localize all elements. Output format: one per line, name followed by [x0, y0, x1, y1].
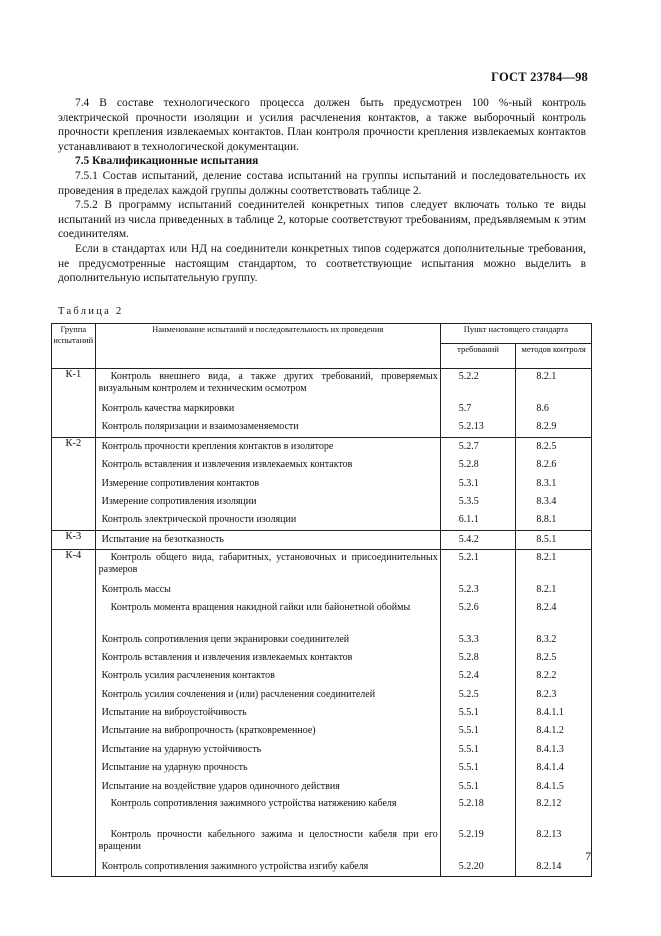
- test-name: Контроль общего вида, габаритных, установочных и присоединительных размеров: [98, 552, 438, 576]
- method-clause: 8.2.13: [536, 829, 562, 841]
- group-label: К-1: [52, 369, 96, 438]
- requirement-clause: 5.5.1: [458, 725, 479, 737]
- test-name: Контроль прочности крепления контактов в изоляторе: [101, 440, 334, 452]
- requirement-clause: 5.5.1: [458, 762, 479, 774]
- paragraph-7-5-1: 7.5.1 Состав испытаний, деление состава испытаний на группы испытаний и последовательность их проведения в пределах каждой группы должны соответствовать таблице 2.: [58, 169, 586, 197]
- method-clause: 8.6: [536, 403, 549, 414]
- header-methods: методов контроля: [516, 344, 592, 369]
- method-clause: 8.3.4: [536, 495, 557, 507]
- test-name: Контроль сопротивления зажимного устройства изгибу кабеля: [101, 861, 369, 873]
- requirement-clause: 5.2.13: [458, 421, 484, 433]
- table-row-group: [52, 530, 592, 549]
- test-name: Контроль внешнего вида, а также других требований, проверяемых визуальным контролем и техническим осмотром: [98, 371, 438, 394]
- requirement-clause: 5.4.2: [458, 533, 479, 545]
- group-label: К-2: [52, 437, 96, 530]
- test-name: Испытание на виброустойчивость: [101, 707, 247, 719]
- method-clause: 8.8.1: [536, 514, 557, 526]
- method-clause: 8.3.1: [536, 477, 557, 489]
- header-clause: Пункт настоящего стандарта: [440, 324, 591, 344]
- test-name: Измерение сопротивления изоляции: [101, 495, 257, 507]
- method-clause: 8.2.1: [536, 584, 557, 596]
- requirement-clause: 6.1.1: [458, 514, 479, 526]
- requirement-clause: 5.2.18: [458, 798, 484, 810]
- test-name: Испытание на безотказность: [101, 533, 224, 545]
- table-row-group: [52, 437, 592, 530]
- test-name: Контроль сопротивления цепи экранировки соединителей: [101, 633, 350, 645]
- requirement-clause: 5.7: [458, 403, 472, 414]
- test-name: Контроль качества маркировки: [101, 403, 235, 414]
- test-name: Контроль вставления и извлечения извлекаемых контактов: [101, 651, 353, 663]
- requirement-clause: 5.2.6: [458, 601, 479, 613]
- method-clause: 8.2.3: [536, 688, 557, 700]
- test-name: Испытание на ударную устойчивость: [101, 743, 262, 755]
- paragraph-7-5-2: 7.5.2 В программу испытаний соединителей конкретных типов следует включать только те виды испытаний из числа приведенных в таблице 2, которые соответствуют требованиям, предъявляемым к этим соединителям.: [58, 199, 586, 241]
- tests-table: [51, 323, 592, 877]
- group-label: К-3: [52, 530, 96, 549]
- test-name: Измерение сопротивления контактов: [101, 477, 260, 489]
- requirement-clause: 5.3.1: [458, 477, 479, 489]
- paragraph-additional: Если в стандартах или НД на соединители конкретных типов содержатся дополнительные требования, не предусмотренные настоящим стандартом, то соответствующие испытания можно выделить в дополнительную испытательную группу.: [58, 242, 586, 285]
- test-name: Контроль прочности кабельного зажима и целостности кабеля при его вращении: [98, 829, 438, 853]
- header-group: Группа испытаний: [52, 324, 96, 369]
- table-caption: Таблица 2: [58, 306, 124, 317]
- header-name: Наименование испытаний и последовательность их проведения: [95, 324, 440, 369]
- method-clause: 8.2.1: [536, 371, 557, 382]
- requirement-clause: 5.5.1: [458, 707, 479, 719]
- test-name: Контроль вставления и извлечения извлекаемых контактов: [101, 459, 353, 471]
- group-label: К-4: [52, 550, 96, 877]
- test-name: Контроль усилия сочленения и (или) расчленения соединителей: [101, 688, 376, 700]
- body-text: [58, 96, 586, 286]
- test-name: Испытание на ударную прочность: [101, 762, 248, 774]
- method-clause: 8.2.6: [536, 459, 557, 471]
- test-name: Контроль электрической прочности изоляции: [101, 514, 297, 526]
- requirement-clause: 5.2.7: [458, 440, 479, 452]
- test-name: Контроль сопротивления зажимного устройства натяжению кабеля: [110, 798, 397, 810]
- standard-number: ГОСТ 23784—98: [491, 70, 588, 84]
- header-requirements: требований: [440, 344, 516, 369]
- method-clause: 8.4.1.4: [536, 762, 564, 774]
- requirement-clause: 5.2.8: [458, 651, 479, 663]
- method-clause: 8.5.1: [536, 533, 557, 545]
- method-clause: 8.2.9: [536, 421, 557, 433]
- method-clause: 8.4.1.3: [536, 743, 564, 755]
- method-clause: 8.4.1.1: [536, 707, 564, 719]
- requirement-clause: 5.2.5: [458, 688, 479, 700]
- test-name: Контроль момента вращения накидной гайки или байонетной обоймы: [110, 601, 411, 613]
- method-clause: 8.2.5: [536, 440, 557, 452]
- test-name: Контроль массы: [101, 584, 171, 596]
- method-clause: 8.2.5: [536, 651, 557, 663]
- method-clause: 8.4.1.5: [536, 780, 564, 792]
- requirement-clause: 5.2.8: [458, 459, 479, 471]
- method-clause: 8.4.1.2: [536, 725, 564, 737]
- requirement-clause: 5.5.1: [458, 780, 479, 792]
- method-clause: 8.2.2: [536, 670, 557, 682]
- test-name: Испытание на воздействие ударов одиночного действия: [101, 780, 340, 792]
- method-clause: 8.2.1: [536, 552, 557, 564]
- paragraph-7-4: 7.4 В составе технологического процесса должен быть предусмотрен 100 %-ный контроль электрической прочности изоляции и усилия расчленения контактов, а также выборочный контроль прочности крепления извлекаемых контактов. План контроля прочности крепления извлекаемых контактов устанавливают в технологической документации.: [58, 97, 586, 153]
- requirement-clause: 5.3.3: [458, 633, 479, 645]
- method-clause: 8.3.2: [536, 633, 557, 645]
- requirement-clause: 5.2.19: [458, 829, 484, 841]
- method-clause: 8.2.14: [536, 861, 562, 873]
- requirement-clause: 5.2.2: [458, 371, 479, 382]
- requirement-clause: 5.2.20: [458, 861, 484, 873]
- test-name: Контроль усилия расчленения контактов: [101, 670, 275, 682]
- requirement-clause: 5.2.4: [458, 670, 479, 682]
- test-name: Испытание на вибропрочность (кратковременное): [101, 725, 316, 737]
- requirement-clause: 5.2.1: [458, 552, 479, 564]
- requirement-clause: 5.5.1: [458, 743, 479, 755]
- page-number: 7: [585, 851, 591, 863]
- method-clause: 8.2.4: [536, 601, 557, 613]
- section-heading-7-5: 7.5 Квалификационные испытания: [75, 155, 259, 168]
- table-row-group: [52, 369, 592, 438]
- requirement-clause: 5.2.3: [458, 584, 479, 596]
- method-clause: 8.2.12: [536, 798, 562, 810]
- requirement-clause: 5.3.5: [458, 495, 479, 507]
- test-name: Контроль поляризации и взаимозаменяемости: [101, 421, 299, 433]
- table-row-group: [52, 550, 592, 877]
